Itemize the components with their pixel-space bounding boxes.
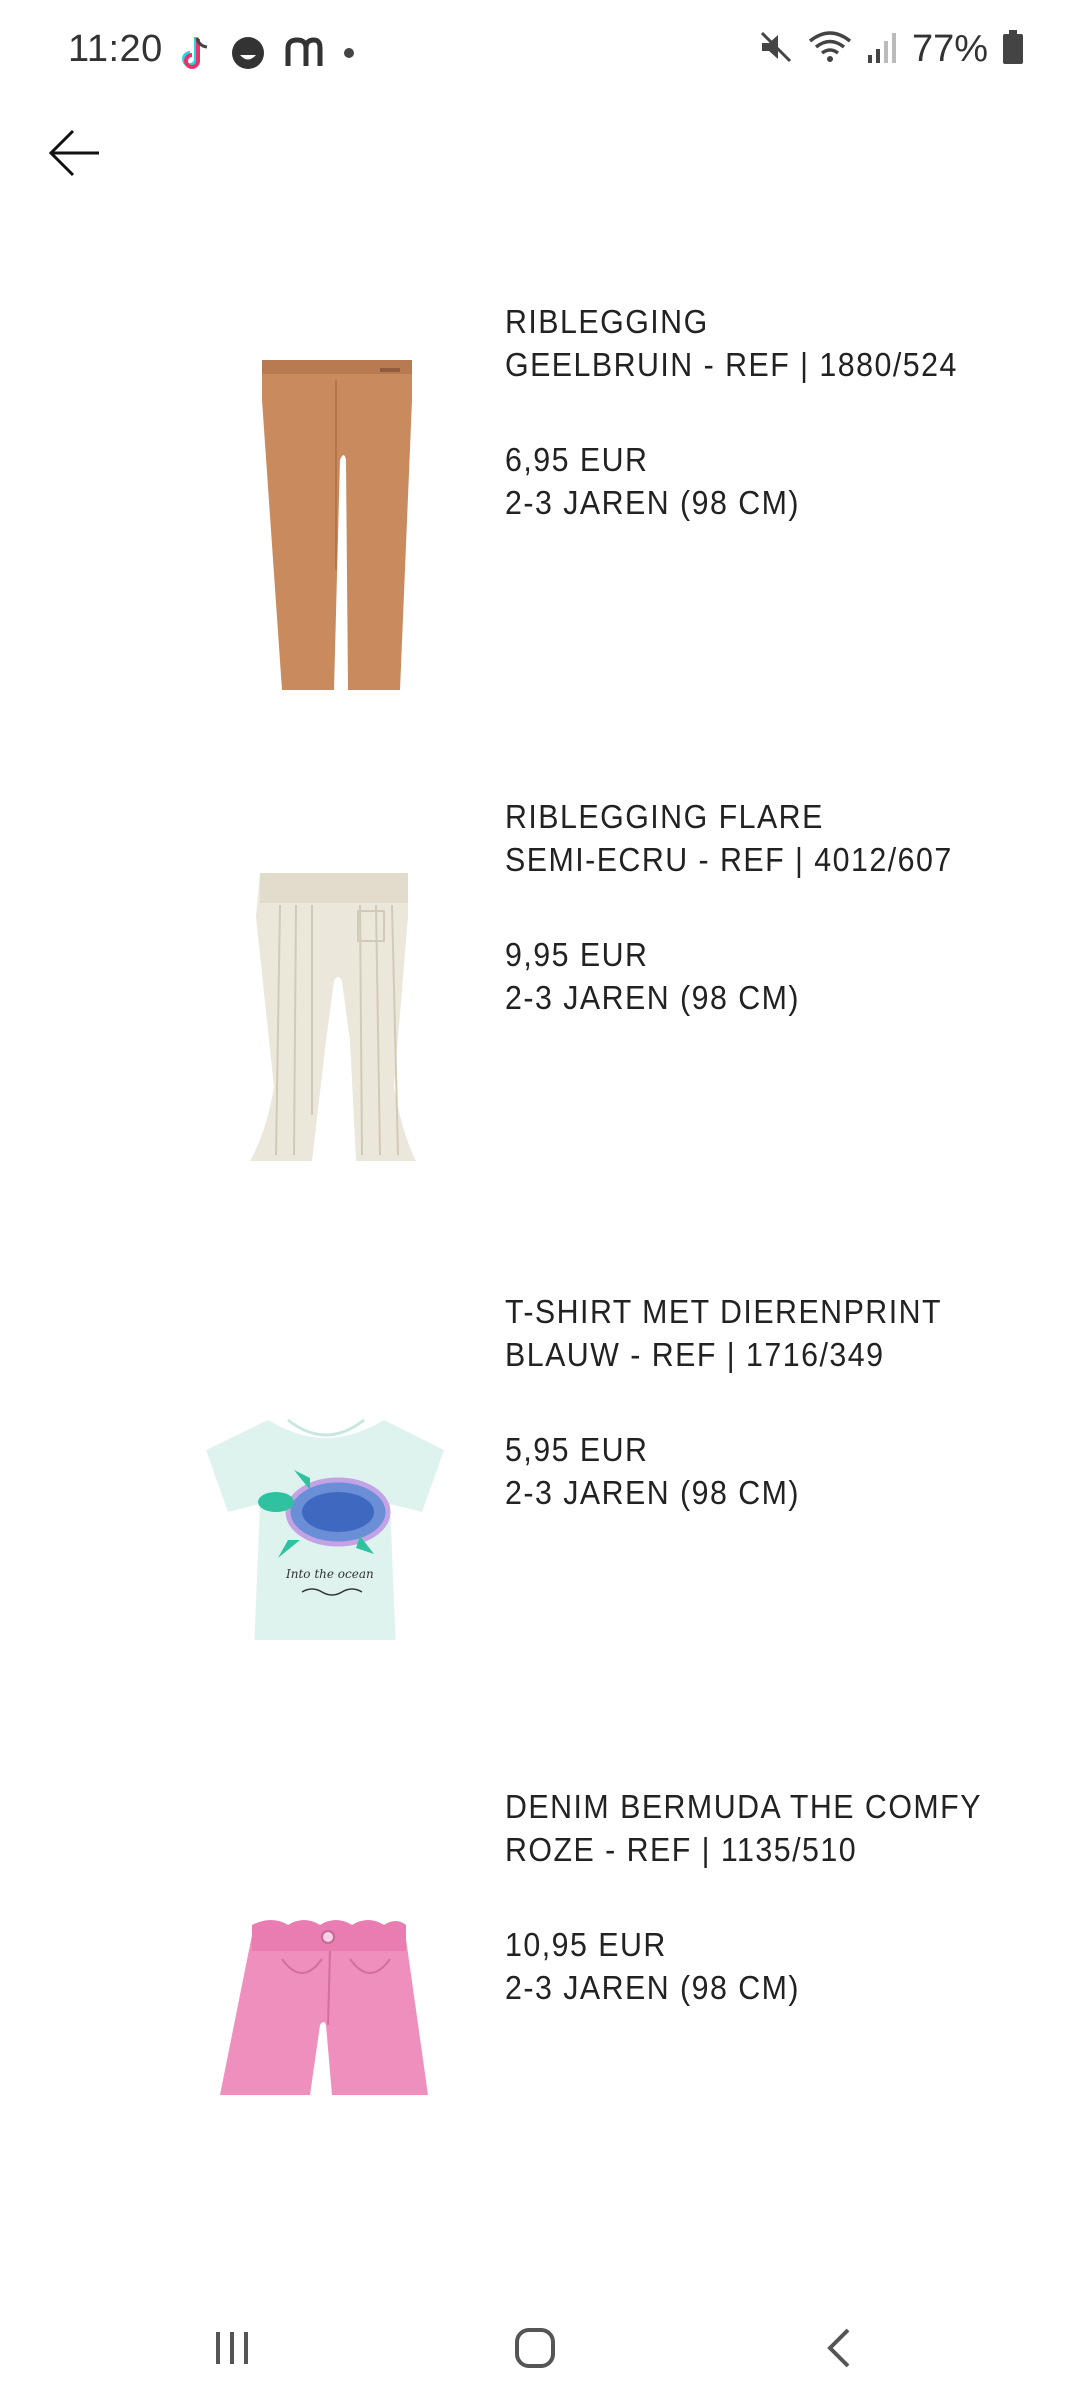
- wifi-icon: [808, 29, 852, 70]
- product-name: RIBLEGGING FLARE: [505, 798, 824, 835]
- product-color-ref: BLAUW - REF | 1716/349: [505, 1336, 885, 1373]
- product-size: 2-3 JAREN (98 CM): [505, 979, 800, 1016]
- n-app-icon: [284, 36, 324, 75]
- back-button[interactable]: [40, 120, 110, 190]
- mute-icon: [758, 29, 794, 70]
- product-size: 2-3 JAREN (98 CM): [505, 1969, 800, 2006]
- face-icon: [230, 35, 266, 76]
- back-chevron-icon: [820, 2324, 860, 2377]
- product-color-ref: ROZE - REF | 1135/510: [505, 1831, 858, 1868]
- recents-button[interactable]: [192, 2320, 272, 2380]
- product-color-ref: GEELBRUIN - REF | 1880/524: [505, 346, 958, 383]
- signal-icon: [866, 29, 898, 70]
- product-name: RIBLEGGING: [505, 303, 709, 340]
- product-info: [505, 300, 1025, 524]
- product-price: 10,95 EUR: [505, 1926, 667, 1963]
- product-image[interactable]: [180, 1785, 460, 2185]
- product-item[interactable]: [0, 300, 1080, 720]
- status-bar: [0, 0, 1080, 110]
- product-size: 2-3 JAREN (98 CM): [505, 484, 800, 521]
- product-price: 5,95 EUR: [505, 1431, 649, 1468]
- home-icon: [511, 2324, 559, 2377]
- product-item[interactable]: [0, 1785, 1080, 2205]
- system-nav-bar: [0, 2300, 1080, 2400]
- product-image[interactable]: [180, 1290, 460, 1690]
- product-info: [505, 1290, 1025, 1514]
- product-item[interactable]: [0, 795, 1080, 1215]
- dot-icon: [342, 46, 356, 65]
- product-price: 9,95 EUR: [505, 936, 649, 973]
- home-button[interactable]: [495, 2320, 575, 2380]
- product-info: [505, 795, 1025, 1019]
- svg-text:Into the ocean: Into the ocean: [286, 1567, 374, 1581]
- status-time: 11:20: [68, 28, 163, 70]
- status-system-icons: [758, 28, 1024, 71]
- product-image[interactable]: [180, 300, 460, 700]
- arrow-left-icon: [47, 129, 103, 182]
- battery-icon: [1002, 29, 1024, 70]
- tiktok-icon: [178, 34, 212, 77]
- recents-icon: [210, 2326, 254, 2375]
- product-name: DENIM BERMUDA THE COMFY: [505, 1788, 982, 1825]
- product-image[interactable]: [180, 795, 460, 1195]
- product-info: [505, 1785, 1025, 2009]
- status-notification-icons: [178, 34, 356, 77]
- product-color-ref: SEMI-ECRU - REF | 4012/607: [505, 841, 953, 878]
- nav-back-button[interactable]: [800, 2320, 880, 2380]
- product-size: 2-3 JAREN (98 CM): [505, 1474, 800, 1511]
- product-name: T-SHIRT MET DIERENPRINT: [505, 1293, 943, 1330]
- product-item[interactable]: [0, 1290, 1080, 1710]
- product-price: 6,95 EUR: [505, 441, 649, 478]
- battery-percentage: 77%: [911, 28, 988, 70]
